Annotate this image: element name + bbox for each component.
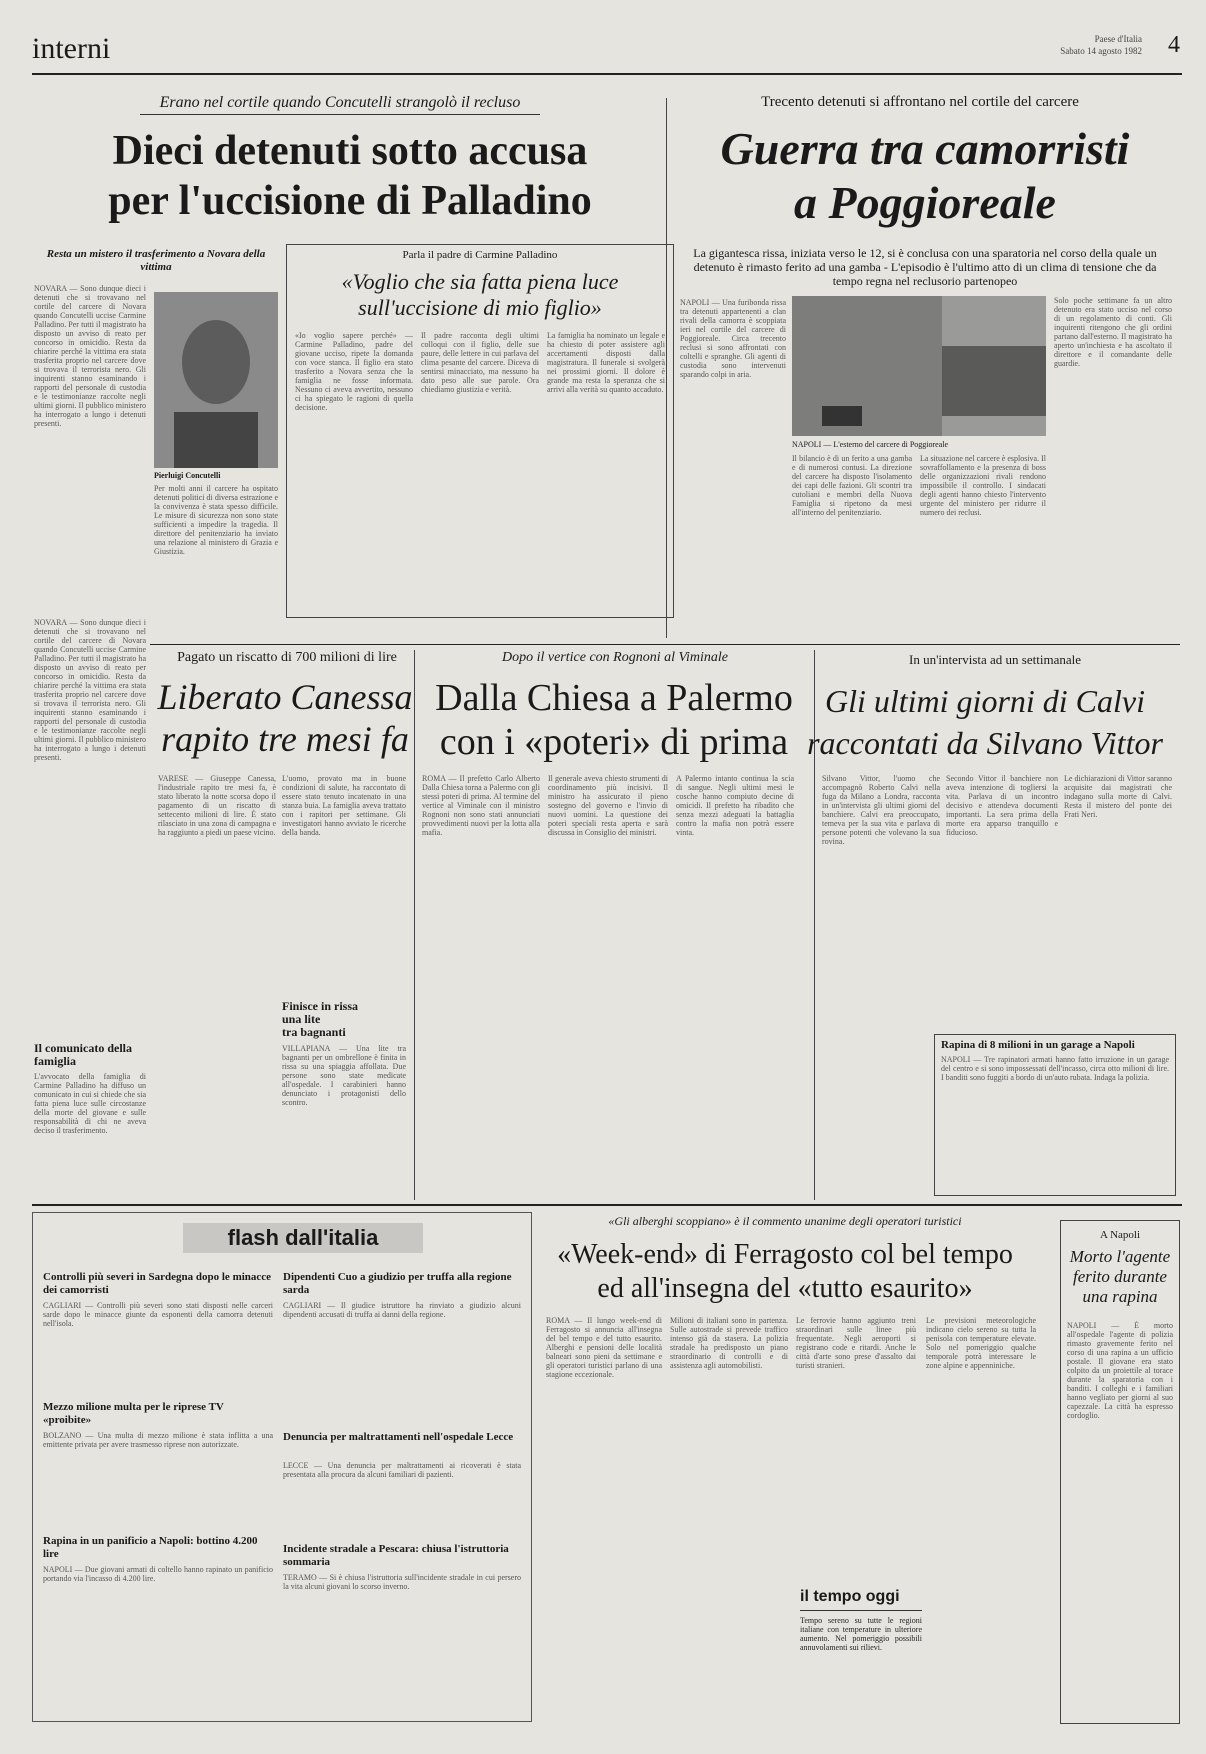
flash-item-5-text: LECCE — Una denuncia per maltrattamenti ai ricoverati è stata presentata alla procura da alcuni familiari di pazienti. — [283, 1461, 521, 1479]
flash-item-3-title: Rapina in un panificio a Napoli: bottino 4.200 lire — [43, 1535, 258, 1560]
a4-column-3: A Palermo intanto continua la scia di sangue. Negli ultimi mesi le cosche hanno compiuto decine di omicidi. Il prefetto ha ribadito che senza mezzi adeguati la battaglia contro la mafia non potrà essere vinta. — [676, 774, 794, 837]
meteo-title: il tempo oggi — [800, 1588, 900, 1605]
flash-item-2-text: BOLZANO — Una multa di mezzo milione è stata inflitta a una emittente privata per avere trasmesso riprese non autorizzate. — [43, 1431, 273, 1449]
a5-column-3: Le dichiarazioni di Vittor saranno acquisite dai magistrati che indagano sulla morte di Calvi. Resta il mistero del ponte dei Frati Neri. — [1064, 774, 1172, 819]
a1-subheading: Il comunicato della famiglia — [34, 1041, 132, 1068]
a2-column-2: Il bilancio è di un ferito a una gamba e di numerosi contusi. La direzione del carcere ha disposto l'isolamento dei capi delle fazioni. Gli scontri tra cutoliani e membri della Nuova Famiglia si ripetono da mesi all'interno del penitenziario. — [792, 454, 912, 517]
a1-headline-line1: Dieci detenuti sotto accusa — [112, 128, 588, 174]
a5-column-2: Secondo Vittor il banchiere non aveva intenzione di togliersi la vita. Parlava di un incontro decisivo e attendeva documenti importanti. La sera prima della morte era apparso tranquillo e fiducioso. — [946, 774, 1058, 837]
a6-headline: Rapina di 8 milioni in un garage a Napoli — [941, 1039, 1135, 1051]
a1-deck: Resta un mistero il trasferimento a Novara della vittima — [46, 248, 266, 273]
a8-text: NAPOLI — È morto all'ospedale l'agente di polizia rimasto gravemente ferito nel corso di una rapina a un ufficio postale. Il giovane era stato colpito da un proiettile al torace durante la sparatoria con i banditi. I colleghi e i familiari hanno vegliato per giorni al suo capezzale. La città ha espresso cordoglio. — [1067, 1321, 1173, 1420]
flash-item-5-title: Denuncia per maltrattamenti nell'ospedale Lecce — [283, 1431, 514, 1443]
a3b-headline — [282, 1000, 406, 1039]
a1-photo-caption: Pierluigi Concutelli — [154, 471, 221, 480]
a5-column-1: Silvano Vittor, l'uomo che accompagnò Roberto Calvi nella fuga da Milano a Londra, racconta in un'intervista gli ultimi giorni del banchiere. Calvi era preoccupato, temeva per la sua vita e parlava di persone potenti che volevano la sua rovina. — [822, 774, 940, 846]
a2-kicker: Trecento detenuti si affrontano nel cortile del carcere — [761, 94, 1079, 110]
flash-item-6-text: TERAMO — Si è chiusa l'istruttoria sull'incidente stradale in cui persero la vita alcuni giovani lo scorso inverno. — [283, 1573, 521, 1591]
a1-column-1: NOVARA — Sono dunque dieci i detenuti che si trovavano nel cortile del carcere di Novara quando Concutelli uccise Carmine Palladino. Per tutti il magistrato ha disposto un avviso di reato per concorso in omicidio. Resta da chiarire perché la vittima era stata trasferita proprio nel carcere dove si trovava il terrorista nero. Gli inquirenti stanno esaminando i rapporti del personale di custodia e le testimonianze raccolte negli ultimi giorni. Il pubblico ministero ha interrogato a lungo i detenuti presenti. — [34, 284, 146, 428]
a1b-box — [286, 244, 674, 618]
a1-photo — [154, 292, 278, 468]
a1-headline — [40, 126, 660, 226]
column-divider-mid-1 — [414, 650, 415, 1200]
flash-title: flash dall'italia — [183, 1223, 423, 1253]
flash-item-1-title: Controlli più severi in Sardegna dopo le minacce dei camorristi — [43, 1271, 272, 1296]
a8-headline — [1061, 1247, 1179, 1307]
bottom-rule — [32, 1204, 1182, 1206]
a8-headline-line2: ferito durante — [1073, 1267, 1167, 1286]
a7-kicker: «Gli alberghi scoppiano» è il commento unanime degli operatori turistici — [608, 1214, 962, 1228]
a3-kicker: Pagato un riscatto di 700 milioni di lire — [177, 650, 397, 665]
a1b-headline — [287, 269, 673, 321]
a2-headline — [680, 122, 1170, 230]
a3-headline-line1: Liberato Canessa — [157, 677, 413, 717]
flash-item-4-text: CAGLIARI — Il giudice istruttore ha rinviato a giudizio alcuni dipendenti accusati di truffa ai danni della regione. — [283, 1301, 521, 1319]
a7-column-4: Le previsioni meteorologiche indicano cielo sereno su tutta la penisola con temperature elevate. Solo nel pomeriggio qualche temporale potrà interessare le zone alpine e appenniniche. — [926, 1316, 1036, 1370]
section-label: interni — [32, 32, 111, 65]
a1-kicker: Erano nel cortile quando Concutelli strangolò il recluso — [159, 94, 521, 111]
a4-headline-line2: con i «poteri» di prima — [439, 721, 789, 763]
a1-headline-line2: per l'uccisione di Palladino — [108, 178, 592, 224]
a6-box — [934, 1034, 1176, 1196]
a8-box — [1060, 1220, 1180, 1724]
a8-headline-line1: Morto l'agente — [1069, 1247, 1171, 1266]
mid-rule — [150, 644, 1180, 645]
prison-photo — [792, 296, 1046, 436]
a3-column-1: VARESE — Giuseppe Canessa, l'industriale rapito tre mesi fa, è stato liberato la notte scorsa dopo il pagamento di un riscatto di settecento milioni di lire. È stato rilasciato in una zona di campagna e ha raggiunto a piedi un paese vicino. — [158, 774, 276, 837]
flash-box — [32, 1212, 532, 1722]
a5-headline — [790, 680, 1180, 764]
a1b-kicker: Parla il padre di Carmine Palladino — [402, 249, 558, 261]
header-rule — [32, 73, 1182, 75]
a3b-headline-line2: una lite — [282, 1012, 321, 1026]
flash-item-2-title: Mezzo milione multa per le riprese TV «proibite» — [43, 1401, 224, 1426]
a4-column-1: ROMA — Il prefetto Carlo Alberto Dalla Chiesa torna a Palermo con gli stessi poteri di prima. Al termine del vertice al Viminale con il ministro Rognoni non sono stati annunciati provvedimenti nuovi per la lotta alla mafia. — [422, 774, 540, 837]
a2-photo — [792, 296, 1046, 436]
a1-column-3: NOVARA — Sono dunque dieci i detenuti che si trovavano nel cortile del carcere di Novara quando Concutelli uccise Carmine Palladino. Per tutti il magistrato ha disposto un avviso di reato per concorso in omicidio. Resta da chiarire perché la vittima era stata trasferita proprio nel carcere dove si trovava il terrorista nero. Gli inquirenti stanno esaminando i rapporti del personale di custodia e le testimonianze raccolte negli ultimi giorni. Il pubblico ministero ha interrogato a lungo i detenuti presenti. — [34, 618, 146, 762]
a3-column-2: L'uomo, provato ma in buone condizioni di salute, ha raccontato di essere stato tenuto incatenato in una stanza buia. La famiglia aveva trattato con i rapitori per settimane. Gli investigatori hanno avviato le ricerche della banda. — [282, 774, 406, 837]
page-number: 4 — [1168, 32, 1180, 58]
a4-headline — [416, 676, 812, 764]
a2-column-3: La situazione nel carcere è esplosiva. Il sovraffollamento e la presenza di boss delle organizzazioni rivali rendono impossibile il controllo. I sindacati degli agenti hanno chiesto l'intervento urgente del ministero per ridurre il numero dei reclusi. — [920, 454, 1046, 517]
a2-column-4: Solo poche settimane fa un altro detenuto era stato ucciso nel corso di un regolamento di conti. Gli inquirenti ritengono che gli ordini partano dall'esterno. Il magistrato ha aperto un'inchiesta e ha ascoltato il direttore e il comandante delle guardie. — [1054, 296, 1172, 368]
a4-kicker: Dopo il vertice con Rognoni al Viminale — [501, 650, 729, 665]
a3b-headline-line1: Finisce in rissa — [282, 999, 359, 1013]
a5-headline-line2: raccontati da Silvano Vittor — [807, 725, 1163, 761]
a1b-headline-line2: sull'uccisione di mio figlio» — [358, 295, 602, 320]
a7-headline-line2: ed all'insegna del «tutto esaurito» — [597, 1273, 973, 1304]
issue-date: Sabato 14 agosto 1982 — [1060, 46, 1142, 56]
paper-name: Paese d'Italia — [1094, 34, 1142, 44]
a7-headline — [540, 1238, 1030, 1306]
a5-headline-line1: Gli ultimi giorni di Calvi — [824, 683, 1145, 719]
a4-column-2: Il generale aveva chiesto strumenti di coordinamento più incisivi. Il ministro ha assicurato il pieno sostegno del governo e l'invio di nuovi uomini. La questione dei poteri speciali resta aperta e sarà discussa in Consiglio dei ministri. — [548, 774, 668, 837]
column-divider-top — [666, 98, 667, 638]
a8-kicker: A Napoli — [1099, 1229, 1141, 1241]
a2-deck: La gigantesca rissa, iniziata verso le 12, si è conclusa con una sparatoria nel corso della quale un detenuto è rimasto ferito ad una gamba - L'episodio è l'ultimo atto di un clima di tensione che da tempo regna nel reclusorio partenopeo — [693, 246, 1157, 288]
flash-item-1-text: CAGLIARI — Controlli più severi sono stati disposti nelle carceri sarde dopo le minacce giunte da esponenti della camorra detenuti nell'isola. — [43, 1301, 273, 1328]
a3-headline — [150, 676, 420, 760]
a1b-column-3: La famiglia ha nominato un legale e ha chiesto di poter assistere agli accertamenti disposti dalla magistratura. Il funerale si svolgerà nei prossimi giorni. Il dolore è grande ma resta la speranza che si arrivi alla verità su quanto accaduto. — [547, 331, 665, 394]
a7-column-1: ROMA — Il lungo week-end di Ferragosto si annuncia all'insegna del bel tempo e del tutto esaurito. Alberghi e pensioni delle località balneari sono pieni da settimane e gli operatori turistici parlano di una stagione eccezionale. — [546, 1316, 662, 1379]
a2-photo-caption: NAPOLI — L'esterno del carcere di Poggioreale — [792, 440, 949, 449]
meteo-rule — [800, 1610, 922, 1611]
portrait-image — [154, 292, 278, 468]
a3b-headline-line3: tra bagnanti — [282, 1025, 346, 1039]
flash-item-6-title: Incidente stradale a Pescara: chiusa l'istruttoria sommaria — [283, 1543, 509, 1568]
a2-column-1: NAPOLI — Una furibonda rissa tra detenuti appartenenti a clan rivali della camorra è scoppiata ieri nel cortile del carcere di Poggioreale. Circa trecento reclusi si sono affrontati con coltelli e spranghe. Gli agenti di custodia sono intervenuti sparando colpi in aria. — [680, 298, 786, 379]
a1-column-2: Per molti anni il carcere ha ospitato detenuti politici di diversa estrazione e la convivenza è stata spesso difficile. Le misure di sicurezza non sono state sufficienti a impedire la tragedia. Il direttore del penitenziario ha inviato una relazione al ministero di Grazia e Giustizia. — [154, 484, 278, 556]
a2-headline-line1: Guerra tra camorristi — [720, 123, 1130, 174]
a3b-text: VILLAPIANA — Una lite tra bagnanti per un ombrellone è finita in rissa su una spiaggia affollata. Due persone sono state medicate all'ospedale. I carabinieri hanno denunciato i protagonisti dello scontro. — [282, 1044, 406, 1107]
a3-headline-line2: rapito tre mesi fa — [161, 719, 409, 759]
a7-column-2: Milioni di italiani sono in partenza. Sulle autostrade si prevede traffico intenso già da stasera. La polizia stradale ha predisposto un piano straordinario di controlli e di assistenza agli automobilisti. — [670, 1316, 788, 1370]
a5-kicker: In un'intervista ad un settimanale — [908, 652, 1081, 667]
a1b-headline-line1: «Voglio che sia fatta piena luce — [341, 269, 619, 294]
a1-column-4: L'avvocato della famiglia di Carmine Palladino ha diffuso un comunicato in cui si chiede che sia fatta piena luce sulle circostanze della morte del giovane e sulle responsabilità di chi ne aveva deciso il trasferimento. — [34, 1072, 146, 1135]
a2-headline-line2: a Poggioreale — [794, 177, 1056, 228]
a1b-column-2: Il padre racconta degli ultimi colloqui con il figlio, delle sue paure, delle lettere in cui parlava del clima pesante del carcere. Diceva di sentirsi minacciato, ma nessuno ha dato peso alle sue parole. Ora chiediamo giustizia e verità. — [421, 331, 539, 394]
flash-item-4-title: Dipendenti Cuo a giudizio per truffa alla regione sarda — [283, 1271, 512, 1296]
a7-headline-line1: «Week-end» di Ferragosto col bel tempo — [557, 1239, 1013, 1270]
a4-headline-line1: Dalla Chiesa a Palermo — [435, 677, 793, 719]
flash-item-3-text: NAPOLI — Due giovani armati di coltello hanno rapinato un panificio portando via l'incasso di 4.200 lire. — [43, 1565, 273, 1583]
a7-column-3: Le ferrovie hanno aggiunto treni straordinari sulle linee più frequentate. Negli aeroporti si registrano code e ritardi. Anche le città d'arte sono prese d'assalto dai turisti stranieri. — [796, 1316, 916, 1370]
meteo-text: Tempo sereno su tutte le regioni italiane con temperature in ulteriore aumento. Nel pomeriggio possibili annuvolamenti sui rilievi. — [800, 1616, 922, 1652]
a6-text: NAPOLI — Tre rapinatori armati hanno fatto irruzione in un garage del centro e si sono impossessati dell'incasso, circa otto milioni di lire. I banditi sono fuggiti a bordo di un'auto rubata. Indaga la polizia. — [941, 1055, 1169, 1082]
a1b-column-1: «Io voglio sapere perché» — Carmine Palladino, padre del giovane ucciso, ripete la domanda con voce stanca. Il figlio era stato trasferito a Novara senza che la famiglia ne fosse informata. Nessuno ci aveva avvertito, nessuno ci ha spiegato le ragioni di quella decisione. — [295, 331, 413, 412]
a8-headline-line3: una rapina — [1082, 1287, 1158, 1306]
page-header — [32, 28, 1182, 72]
a1-kicker-rule — [140, 114, 540, 115]
